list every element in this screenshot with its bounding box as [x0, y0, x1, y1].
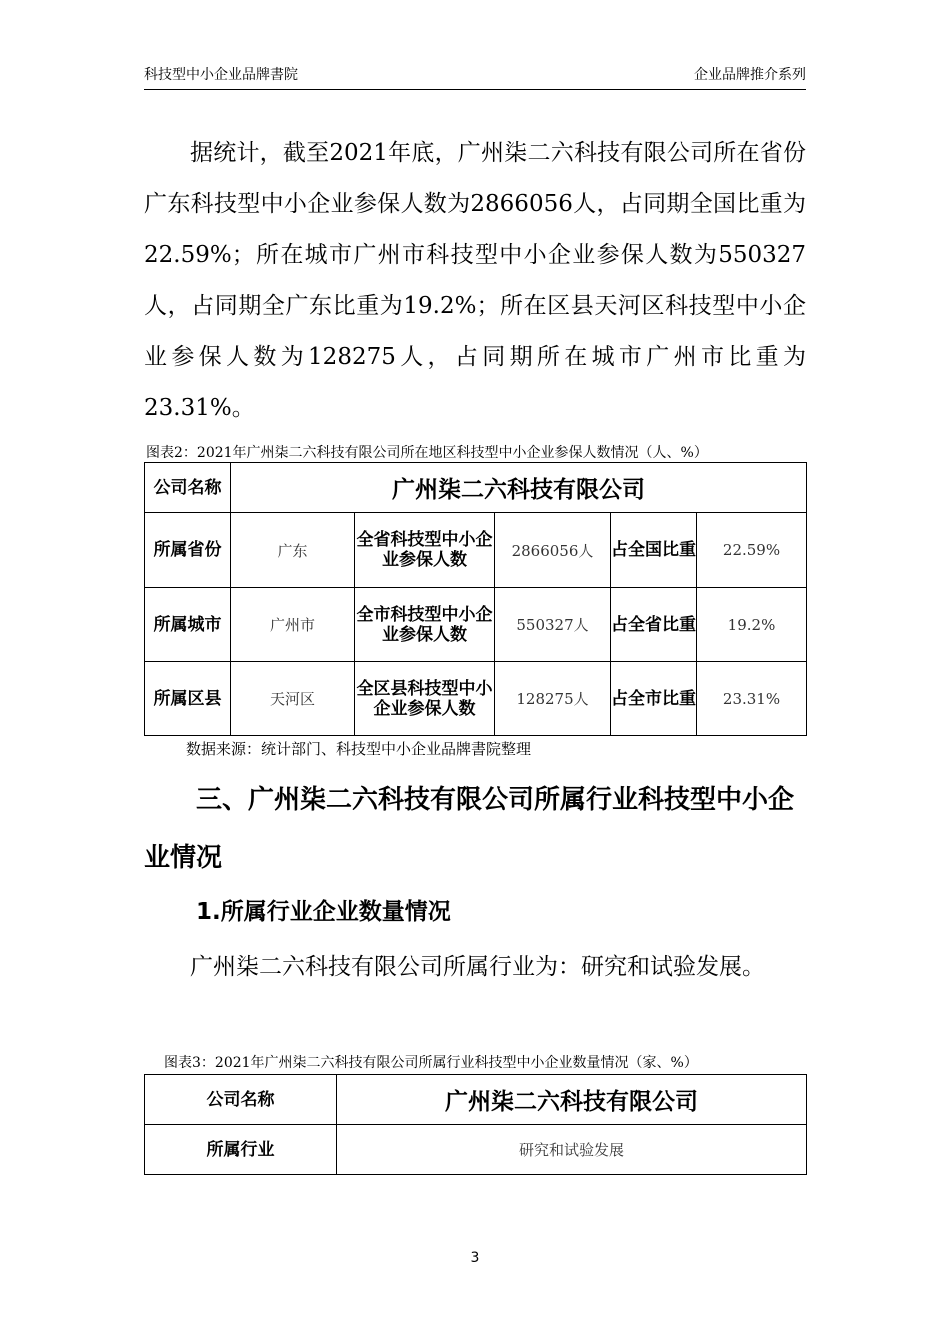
row-share: 19.2% [697, 588, 807, 662]
row-label: 所属省份 [145, 513, 231, 588]
row-metric: 全市科技型中小企业参保人数 [355, 588, 495, 662]
table-row [145, 588, 807, 662]
table3-industry-row [145, 1125, 807, 1175]
table-row [145, 513, 807, 588]
row-share-label: 占全市比重 [611, 662, 697, 736]
header-left: 科技型中小企业品牌書院 [144, 67, 298, 83]
row-share: 22.59% [697, 513, 807, 588]
row-metric: 全省科技型中小企业参保人数 [355, 513, 495, 588]
page-number: 3 [470, 1250, 480, 1266]
table3-industry-label: 所属行业 [145, 1125, 337, 1175]
row-share-label: 占全国比重 [611, 513, 697, 588]
table2-company-label: 公司名称 [145, 463, 231, 513]
header-divider [144, 89, 806, 90]
header-right: 企业品牌推介系列 [694, 67, 806, 83]
table3-caption: 图表3：2021年广州柒二六科技有限公司所属行业科技型中小企业数量情况（家、%） [164, 1055, 698, 1071]
table2-caption: 图表2：2021年广州柒二六科技有限公司所在地区科技型中小企业参保人数情况（人、%） [146, 445, 708, 461]
table3-industry-value: 研究和试验发展 [337, 1125, 807, 1175]
row-label: 所属城市 [145, 588, 231, 662]
table-row [145, 662, 807, 736]
industry-paragraph: 广州柒二六科技有限公司所属行业为：研究和试验发展。 [190, 954, 765, 980]
table2-regional-insured [144, 462, 807, 736]
table2-source-note: 数据来源：统计部门、科技型中小企业品牌書院整理 [186, 740, 532, 758]
row-label: 所属区县 [145, 662, 231, 736]
row-region: 天河区 [231, 662, 355, 736]
row-count: 128275人 [495, 662, 611, 736]
subheading: 1.所属行业企业数量情况 [196, 899, 451, 925]
table3-company-label: 公司名称 [145, 1075, 337, 1125]
intro-paragraph: 据统计，截至2021年底，广州柒二六科技有限公司所在省份广东科技型中小企业参保人数为2866056人，占同期全国比重为22.59%；所在城市广州市科技型中小企业参保人数为550327人，占同期全广东比重为19.2%；所在区县天河区科技型中小企业参保人数为128275人，占同期所在城市广州市比重为23.31%。 [144, 140, 806, 421]
row-region: 广东 [231, 513, 355, 588]
table2-company-name: 广州柒二六科技有限公司 [231, 463, 807, 513]
row-count: 550327人 [495, 588, 611, 662]
table2-company-row [145, 463, 807, 513]
table3-company-row [145, 1075, 807, 1125]
row-metric: 全区县科技型中小企业参保人数 [355, 662, 495, 736]
row-region: 广州市 [231, 588, 355, 662]
section-heading: 三、广州柒二六科技有限公司所属行业科技型中小企业情况 [144, 785, 795, 873]
table3-company-name: 广州柒二六科技有限公司 [337, 1075, 807, 1125]
table3-industry-count [144, 1074, 807, 1175]
row-share: 23.31% [697, 662, 807, 736]
row-count: 2866056人 [495, 513, 611, 588]
row-share-label: 占全省比重 [611, 588, 697, 662]
